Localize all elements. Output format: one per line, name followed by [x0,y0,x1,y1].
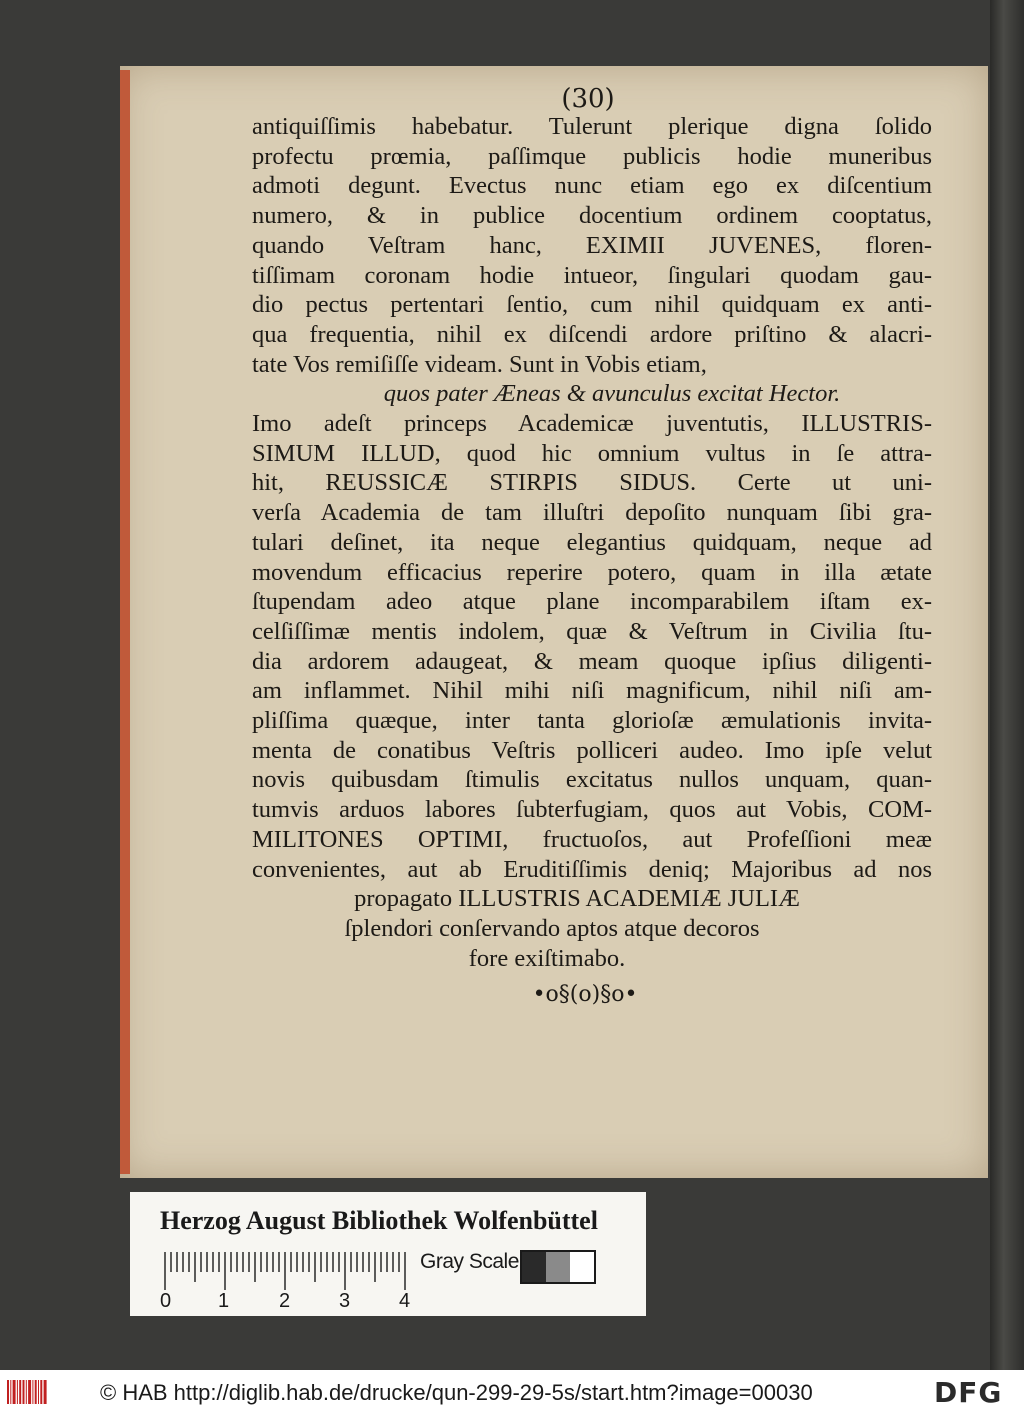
text-line: dio pectus pertentari ſentio, cum nihil quidquam ex anti- [252,291,932,319]
barcode-bar [28,1380,31,1404]
grayscale-patch [522,1252,546,1282]
closing-line: fore exiſtimabo. [468,944,626,972]
text-line: hit, REUSSICÆ STIRPIS SIDUS. Certe ut uni- [252,469,932,497]
text-line: tate Vos remiſiſſe videam. Sunt in Vobis etiam, [252,350,707,378]
text-line: tiſſimam coronam hodie intueor, ſingulari quodam gau- [252,261,932,289]
barcode-icon [6,1378,48,1406]
copyright-link[interactable]: © HAB http://diglib.hab.de/drucke/qun-299-29-5s/start.htm?image=00030 [100,1380,813,1405]
text-line: tumvis arduos labores ſubterfugiam, quos aut Vobis, COM- [252,796,932,824]
barcode-bar [23,1380,25,1404]
ruler-number: 1 [218,1290,230,1312]
barcode-bar [35,1380,37,1404]
text-line: celſiſſimæ mentis indolem, quæ & Veſtrum in Civilia ſtu- [252,617,932,645]
page-text [252,112,932,973]
quotation-line: quos pater Æneas & avunculus excitat Hector. [383,380,841,408]
text-line: qua frequentia, nihil ex diſcendi ardore priſtino & alacri- [252,320,932,348]
library-name: Herzog August Bibliothek Wolfenbüttel [160,1206,598,1235]
barcode-bar [26,1380,27,1404]
barcode-bar [17,1380,18,1404]
text-line: Imo adeſt princeps Academicæ juventutis, ILLUSTRIS- [252,410,932,438]
ruler-number: 3 [339,1290,351,1312]
text-line: am inflammet. Nihil mihi niſi magnificum, nihil niſi am- [252,677,932,705]
end-ornament: •o§(o)§o• [532,982,638,1007]
page-number: (30) [561,84,615,114]
grayscale-label: Gray Scale [420,1250,519,1273]
barcode-bar [32,1380,33,1404]
text-line: SIMUM ILLUD, quod hic omnium vultus in ſe attra- [252,439,932,467]
text-line: admoti degunt. Evectus nunc etiam ego ex diſcentium [252,172,932,200]
text-line: menta de conatibus Veſtris polliceri audeo. Imo ipſe velut [252,736,932,764]
text-line: ſtupendam adeo atque plane incomparabilem iſtam ex- [252,588,932,616]
text-line: pliſſima quæque, inter tanta glorioſæ æmulationis invita- [252,707,932,735]
barcode-bar [7,1380,9,1404]
ruler-number: 2 [279,1290,291,1312]
grayscale-patch [546,1252,570,1282]
ruler-number: 0 [160,1290,172,1312]
closing-line: ſplendori conſervando aptos atque decoros [344,914,760,942]
text-line: antiquiſſimis habebatur. Tulerunt plerique digna ſolido [252,113,932,140]
closing-line: propagato ILLUSTRIS ACADEMIÆ JULIÆ [354,885,800,913]
barcode-bar [13,1380,16,1404]
ruler-number: 4 [399,1290,411,1312]
text-line: profectu prœmia, paſſimque publicis hodie muneribus [252,142,932,170]
book-binding [990,0,1024,1370]
text-line: MILITONES OPTIMI, fructuoſos, aut Profeſſioni meæ [252,825,932,853]
page-edge [120,70,130,1174]
text-line: tulari deſinet, ita neque elegantius quidquam, neque ad [252,528,932,556]
text-line: quando Veſtram hanc, EXIMII JUVENES, floren- [252,231,932,259]
barcode-bar [38,1380,39,1404]
text-line: dia ardorem adaugeat, & meam quoque ipſius diligenti- [252,647,932,675]
dfg-logo: DFG [934,1376,1003,1409]
grayscale-swatch [520,1250,596,1284]
ruler-scale [160,1250,410,1290]
grayscale-patch [570,1252,594,1282]
text-line: movendum efficacius reperire potero, quam in illa ætate [252,558,932,586]
barcode-bar [19,1380,21,1404]
barcode-bar [10,1380,11,1404]
text-line: novis quibusdam ſtimulis excitatus nullos unquam, quan- [252,766,932,794]
text-line: convenientes, aut ab Eruditiſſimis deniq; Majoribus ad nos [252,855,932,883]
barcode-bar [44,1380,47,1404]
text-line: verſa Academia de tam illuſtri depoſito nunquam ſibi gra- [252,499,932,527]
text-line: numero, & in publice docentium ordinem cooptatus, [252,202,932,230]
barcode-bar [40,1380,42,1404]
